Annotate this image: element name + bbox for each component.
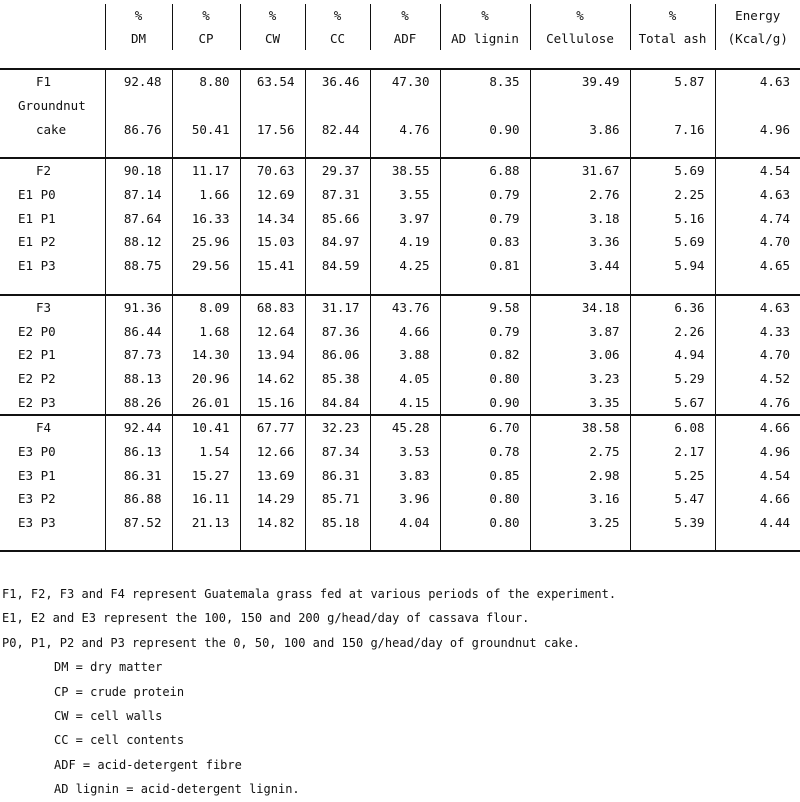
table-cell: 15.27 <box>172 463 240 487</box>
column-header: Cellulose <box>530 27 630 50</box>
table-row <box>0 367 800 391</box>
row-label: E1 P3 <box>18 258 56 274</box>
composition-table <box>0 4 800 552</box>
table-cell: 0.78 <box>440 440 530 464</box>
table-cell: 3.25 <box>530 511 630 535</box>
table-cell <box>630 94 715 118</box>
table-cell: 0.79 <box>440 183 530 207</box>
table-cell: 1.54 <box>172 440 240 464</box>
table-cell <box>440 94 530 118</box>
table-cell <box>530 94 630 118</box>
table-cell: 3.44 <box>530 254 630 278</box>
table-cell: 0.83 <box>440 230 530 254</box>
column-header: Total ash <box>630 27 715 50</box>
table-row <box>0 158 800 183</box>
table-cell: 3.23 <box>530 367 630 391</box>
definition-cw: CW = cell walls <box>54 709 163 724</box>
table-cell: 34.18 <box>530 295 630 320</box>
table-cell: 4.63 <box>715 295 800 320</box>
table-cell: 4.94 <box>630 343 715 367</box>
table-cell: 43.76 <box>370 295 440 320</box>
table-cell: 2.26 <box>630 319 715 343</box>
header-rule-cell <box>370 50 440 69</box>
separator-cell <box>105 141 172 158</box>
table-cell: 88.26 <box>105 390 172 415</box>
separator-cell <box>0 141 105 158</box>
separator-cell <box>305 141 370 158</box>
row-label: E2 P1 <box>18 347 56 363</box>
definition-cc: CC = cell contents <box>54 733 185 748</box>
table-cell: 2.17 <box>630 440 715 464</box>
separator-cell <box>172 278 240 295</box>
table-cell: 4.05 <box>370 367 440 391</box>
separator-cell <box>715 141 800 158</box>
table-cell: 0.80 <box>440 487 530 511</box>
table-cell: 3.16 <box>530 487 630 511</box>
table-cell: 87.36 <box>305 319 370 343</box>
table-cell: 86.31 <box>105 463 172 487</box>
column-header: % <box>105 4 172 27</box>
table-cell: 88.13 <box>105 367 172 391</box>
table-cell: 4.54 <box>715 463 800 487</box>
table-cell: 92.44 <box>105 415 172 440</box>
group-separator <box>0 141 800 158</box>
row-label: F3 <box>36 299 52 315</box>
table-notes <box>2 582 616 802</box>
separator-cell <box>240 141 305 158</box>
table-cell: 15.41 <box>240 254 305 278</box>
definition-cp: CP = crude protein <box>54 684 185 699</box>
row-label: E3 P3 <box>18 515 56 531</box>
separator-cell <box>172 141 240 158</box>
separator-cell <box>530 141 630 158</box>
table-cell: 4.76 <box>370 117 440 141</box>
table-cell: 14.82 <box>240 511 305 535</box>
table-cell: 5.16 <box>630 206 715 230</box>
header-rule-cell <box>105 50 172 69</box>
separator-cell <box>715 534 800 551</box>
table-cell: 47.30 <box>370 69 440 94</box>
separator-cell <box>370 534 440 551</box>
table-cell: 5.25 <box>630 463 715 487</box>
table-cell: 4.52 <box>715 367 800 391</box>
table-row <box>0 463 800 487</box>
table-cell: 88.75 <box>105 254 172 278</box>
table-cell: 8.80 <box>172 69 240 94</box>
table-cell: 3.83 <box>370 463 440 487</box>
separator-cell <box>305 278 370 295</box>
table-cell: 2.98 <box>530 463 630 487</box>
group-separator <box>0 278 800 295</box>
table-cell: 38.58 <box>530 415 630 440</box>
column-header: % <box>440 4 530 27</box>
table-row <box>0 415 800 440</box>
note-cassava: E1, E2 and E3 represent the 100, 150 and 200 g/head/day of cassava flour. <box>2 611 530 626</box>
table-cell: 87.34 <box>305 440 370 464</box>
table-cell: 63.54 <box>240 69 305 94</box>
row-label: F2 <box>36 163 52 179</box>
table-cell: 85.66 <box>305 206 370 230</box>
separator-cell <box>105 534 172 551</box>
table-cell: 14.62 <box>240 367 305 391</box>
separator-cell <box>305 534 370 551</box>
column-header: % <box>530 4 630 27</box>
table-cell: 8.09 <box>172 295 240 320</box>
table-cell: 20.96 <box>172 367 240 391</box>
table-cell: 10.41 <box>172 415 240 440</box>
table-cell: 12.64 <box>240 319 305 343</box>
row-label: E1 P1 <box>18 210 56 226</box>
row-label: E3 P1 <box>18 467 56 483</box>
column-header: Energy <box>715 4 800 27</box>
table-cell: 12.69 <box>240 183 305 207</box>
table-cell <box>240 94 305 118</box>
separator-cell <box>630 141 715 158</box>
row-label: Groundnut <box>18 98 86 114</box>
table-cell: 0.85 <box>440 463 530 487</box>
row-label: E2 P3 <box>0 390 105 415</box>
table-cell: 39.49 <box>530 69 630 94</box>
row-label: E3 P0 <box>18 443 56 459</box>
table-cell: 4.74 <box>715 206 800 230</box>
note-groundnut: P0, P1, P2 and P3 represent the 0, 50, 100 and 150 g/head/day of groundnut cake. <box>2 635 580 650</box>
table-cell: 7.16 <box>630 117 715 141</box>
column-header: AD lignin <box>440 27 530 50</box>
header-rule-cell <box>630 50 715 69</box>
table-cell: 32.23 <box>305 415 370 440</box>
table-cell: 2.76 <box>530 183 630 207</box>
table-cell: 29.56 <box>172 254 240 278</box>
table-cell: 3.53 <box>370 440 440 464</box>
table-cell: 91.36 <box>105 295 172 320</box>
table-cell: 3.87 <box>530 319 630 343</box>
table-cell: 4.04 <box>370 511 440 535</box>
table-cell: 4.70 <box>715 343 800 367</box>
table-cell: 3.97 <box>370 206 440 230</box>
table-cell: 0.79 <box>440 319 530 343</box>
table-cell: 0.81 <box>440 254 530 278</box>
table-cell: 4.66 <box>715 415 800 440</box>
table-cell: 14.29 <box>240 487 305 511</box>
table-cell: 5.69 <box>630 158 715 183</box>
table-cell: 14.30 <box>172 343 240 367</box>
table-row <box>0 69 800 94</box>
separator-cell <box>240 534 305 551</box>
table-cell: 4.96 <box>715 440 800 464</box>
separator-cell <box>0 278 105 295</box>
column-header: % <box>240 4 305 27</box>
separator-cell <box>370 141 440 158</box>
column-header: DM <box>105 27 172 50</box>
separator-cell <box>105 278 172 295</box>
header-rule-cell <box>530 50 630 69</box>
table-row <box>0 230 800 254</box>
row-label: E1 P0 <box>18 187 56 203</box>
table-cell: 4.63 <box>715 183 800 207</box>
table-row <box>0 94 800 118</box>
table-cell: 84.59 <box>305 254 370 278</box>
table-row <box>0 254 800 278</box>
column-header: % <box>630 4 715 27</box>
table-cell: 25.96 <box>172 230 240 254</box>
row-label: E2 P2 <box>18 370 56 386</box>
table-row <box>0 440 800 464</box>
table-cell: 3.88 <box>370 343 440 367</box>
table-cell: 5.87 <box>630 69 715 94</box>
table-cell <box>105 94 172 118</box>
table-cell: 0.90 <box>440 390 530 415</box>
header-rule-cell <box>715 50 800 69</box>
table-cell: 87.52 <box>105 511 172 535</box>
header-row <box>0 27 800 50</box>
table-cell: 11.17 <box>172 158 240 183</box>
table-cell: 21.13 <box>172 511 240 535</box>
row-label: E2 P0 <box>18 323 56 339</box>
table-cell: 38.55 <box>370 158 440 183</box>
table-cell: 1.66 <box>172 183 240 207</box>
table-cell: 12.66 <box>240 440 305 464</box>
table-cell: 86.76 <box>105 117 172 141</box>
table-cell: 4.66 <box>715 487 800 511</box>
header-rule-cell <box>240 50 305 69</box>
table-cell: 4.19 <box>370 230 440 254</box>
table-cell: 85.71 <box>305 487 370 511</box>
separator-cell <box>715 278 800 295</box>
table-cell: 5.47 <box>630 487 715 511</box>
table-cell: 5.69 <box>630 230 715 254</box>
table-cell: 86.13 <box>105 440 172 464</box>
table-cell: 4.70 <box>715 230 800 254</box>
table-cell: 87.73 <box>105 343 172 367</box>
table-cell: 14.34 <box>240 206 305 230</box>
table-cell: 86.06 <box>305 343 370 367</box>
column-header <box>0 4 105 27</box>
table-cell: 87.64 <box>105 206 172 230</box>
table-cell: 85.38 <box>305 367 370 391</box>
table-cell: 84.97 <box>305 230 370 254</box>
table-cell: 3.96 <box>370 487 440 511</box>
table-cell: 0.79 <box>440 206 530 230</box>
separator-cell <box>172 534 240 551</box>
table-cell: 6.08 <box>630 415 715 440</box>
table-cell: 4.44 <box>715 511 800 535</box>
separator-cell <box>370 278 440 295</box>
column-header: (Kcal/g) <box>715 27 800 50</box>
column-header: CW <box>240 27 305 50</box>
table-cell: 31.17 <box>305 295 370 320</box>
table-cell: 15.16 <box>240 390 305 415</box>
table-cell: 5.94 <box>630 254 715 278</box>
table-cell: 86.88 <box>105 487 172 511</box>
table-cell: 70.63 <box>240 158 305 183</box>
definition-adf: ADF = acid-detergent fibre <box>54 757 242 772</box>
table-cell <box>715 94 800 118</box>
separator-cell <box>630 534 715 551</box>
separator-cell <box>440 278 530 295</box>
table-cell: 8.35 <box>440 69 530 94</box>
table-row <box>0 295 800 320</box>
column-header: % <box>370 4 440 27</box>
row-label: F4 <box>36 420 52 436</box>
separator-cell <box>0 534 105 551</box>
definition-ad-lignin: AD lignin = acid-detergent lignin. <box>54 782 300 797</box>
table-cell: 13.94 <box>240 343 305 367</box>
table-cell: 84.84 <box>305 390 370 415</box>
table-cell: 6.88 <box>440 158 530 183</box>
column-header: ADF <box>370 27 440 50</box>
table-cell: 86.31 <box>305 463 370 487</box>
note-forage: F1, F2, F3 and F4 represent Guatemala grass fed at various periods of the experiment. <box>2 587 617 601</box>
table-cell: 9.58 <box>440 295 530 320</box>
table-cell: 68.83 <box>240 295 305 320</box>
table-cell: 1.68 <box>172 319 240 343</box>
table-row <box>0 390 800 415</box>
table-cell: 4.15 <box>370 390 440 415</box>
header-row <box>0 4 800 27</box>
table-cell: 4.54 <box>715 158 800 183</box>
table-cell: 6.70 <box>440 415 530 440</box>
table-cell: 4.63 <box>715 69 800 94</box>
table-cell: 3.86 <box>530 117 630 141</box>
table-cell: 36.46 <box>305 69 370 94</box>
table-row <box>0 183 800 207</box>
separator-cell <box>440 534 530 551</box>
table-cell: 3.06 <box>530 343 630 367</box>
table-cell: 3.36 <box>530 230 630 254</box>
table-cell: 4.65 <box>715 254 800 278</box>
table-cell: 90.18 <box>105 158 172 183</box>
column-header: % <box>305 4 370 27</box>
table-cell: 17.56 <box>240 117 305 141</box>
table-cell: 15.03 <box>240 230 305 254</box>
column-header <box>0 27 105 50</box>
table-cell: 3.35 <box>530 390 630 415</box>
table-row <box>0 319 800 343</box>
header-rule-cell <box>305 50 370 69</box>
table-cell: 4.76 <box>715 390 800 415</box>
table-cell: 3.18 <box>530 206 630 230</box>
table-cell: 85.18 <box>305 511 370 535</box>
table-cell: 26.01 <box>172 390 240 415</box>
table-cell: 6.36 <box>630 295 715 320</box>
row-label: E3 P2 <box>18 491 56 507</box>
table-cell <box>172 94 240 118</box>
column-header: CP <box>172 27 240 50</box>
header-rule-cell <box>0 50 105 69</box>
table-cell <box>305 94 370 118</box>
table-cell: 86.44 <box>105 319 172 343</box>
table-cell: 3.55 <box>370 183 440 207</box>
table-cell: 0.80 <box>440 511 530 535</box>
table-cell: 16.11 <box>172 487 240 511</box>
separator-cell <box>240 278 305 295</box>
table-cell: 13.69 <box>240 463 305 487</box>
table-cell: 5.39 <box>630 511 715 535</box>
table-cell: 5.67 <box>630 390 715 415</box>
table-cell: 45.28 <box>370 415 440 440</box>
table-cell: 4.96 <box>715 117 800 141</box>
header-rule-cell <box>172 50 240 69</box>
table-cell: 4.25 <box>370 254 440 278</box>
table-cell: 2.75 <box>530 440 630 464</box>
table-cell: 29.37 <box>305 158 370 183</box>
separator-cell <box>530 534 630 551</box>
table-cell: 92.48 <box>105 69 172 94</box>
table-cell: 31.67 <box>530 158 630 183</box>
table-row <box>0 487 800 511</box>
column-header: % <box>172 4 240 27</box>
table-cell: 0.90 <box>440 117 530 141</box>
table-row <box>0 343 800 367</box>
group-separator <box>0 534 800 551</box>
table-cell: 4.66 <box>370 319 440 343</box>
table-cell: 88.12 <box>105 230 172 254</box>
table-cell: 0.82 <box>440 343 530 367</box>
separator-cell <box>530 278 630 295</box>
table-cell: 4.33 <box>715 319 800 343</box>
definition-dm: DM = dry matter <box>54 660 163 675</box>
table-cell: 50.41 <box>172 117 240 141</box>
table-cell: 67.77 <box>240 415 305 440</box>
table-cell: 87.31 <box>305 183 370 207</box>
table-cell: 0.80 <box>440 367 530 391</box>
table-row <box>0 206 800 230</box>
table-row <box>0 117 800 141</box>
table-cell <box>370 94 440 118</box>
table-cell: 16.33 <box>172 206 240 230</box>
table-cell: 87.14 <box>105 183 172 207</box>
header-rule-cell <box>440 50 530 69</box>
table-cell: 2.25 <box>630 183 715 207</box>
row-label: cake <box>36 121 67 137</box>
separator-cell <box>630 278 715 295</box>
table-row <box>0 511 800 535</box>
header-rule <box>0 50 800 69</box>
row-label: F1 <box>36 74 52 90</box>
row-label: E1 P2 <box>18 234 56 250</box>
column-header: CC <box>305 27 370 50</box>
separator-cell <box>440 141 530 158</box>
table-cell: 82.44 <box>305 117 370 141</box>
table-cell: 5.29 <box>630 367 715 391</box>
